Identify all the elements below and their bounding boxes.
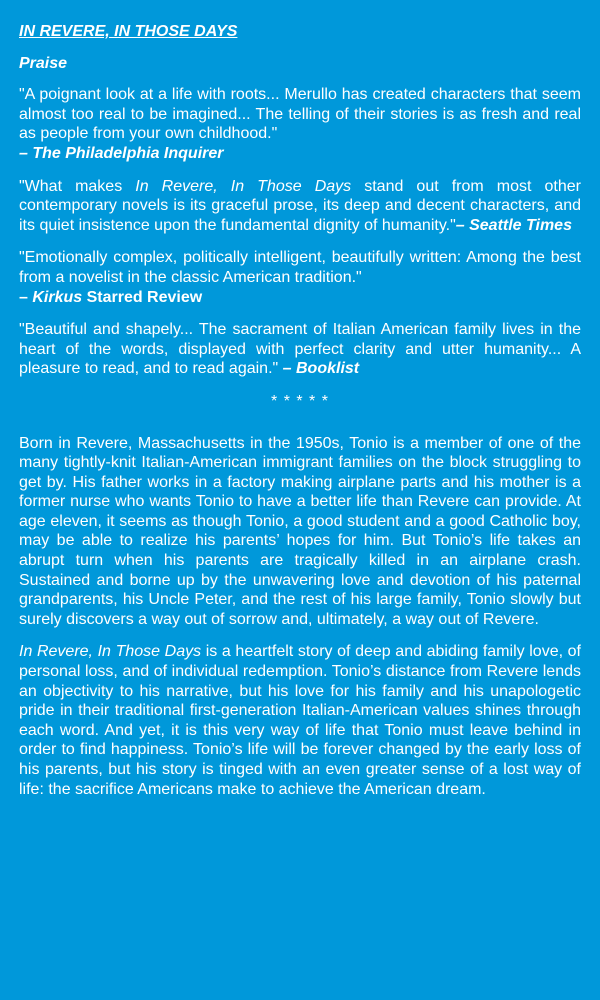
review-philadelphia-inquirer xyxy=(19,85,581,163)
review-quote-after: stand out from most other contemporary novels is its graceful prose, its deep and decent characters, and its quiet insistence upon the fundamental dignity of humanity." xyxy=(19,177,582,234)
review-source: – Booklist xyxy=(278,360,360,378)
section-separator: * * * * * xyxy=(271,392,329,410)
review-seattle-times xyxy=(19,177,581,236)
review-quote-before: "What makes xyxy=(19,177,136,195)
review-quote-title: In Revere, In Those Days xyxy=(135,177,352,195)
review-quote: "Emotionally complex, politically intelligent, beautifully written: Among the best from a novelist in the classic American tradition." xyxy=(19,249,581,286)
review-source: – The Philadelphia Inquirer xyxy=(19,144,224,162)
review-source: – Seattle Times xyxy=(455,216,572,234)
review-kirkus xyxy=(19,248,581,307)
synopsis-text: is a heartfelt story of deep and abiding family love, of personal loss, and of individual redemption. Tonio’s distance from Revere lends an objectivity to his narrative, but his love for his family and his unapologetic pride in their traditional first-generation Italian-American values shines through each word. And yet, it is this very way of life that Tonio must leave behind in order to find happiness. Tonio’s life will be forever changed by the early loss of his parents, but his story is tinged with an even greater sense of a lost way of life: the sacrifice Americans make to achieve the American dream. xyxy=(19,643,581,798)
review-source-suffix: Starred Review xyxy=(82,288,203,306)
synopsis-paragraph-2 xyxy=(19,642,581,799)
synopsis-book-title: In Revere, In Those Days xyxy=(19,643,202,661)
review-booklist xyxy=(19,320,581,379)
review-source-dash: – xyxy=(19,288,33,306)
review-quote: "Beautiful and shapely... The sacrament of Italian American family lives in the heart of the words, displayed with perfect clarity and utter humanity... A pleasure to read, and to read again." xyxy=(19,321,581,378)
review-quote: "A poignant look at a life with roots... Merullo has created characters that seem almost too real to be imagined... The telling of their stories is as fresh and real as people from your own childhood." xyxy=(19,86,581,143)
praise-heading: Praise xyxy=(19,54,68,72)
book-title: IN REVERE, IN THOSE DAYS xyxy=(19,23,238,40)
synopsis-paragraph-1: Born in Revere, Massachusetts in the 1950s, Tonio is a member of one of the many tightly-knit Italian-American immigrant families on the block struggling to get by. His father works in a factory making airplane parts and his mother is a former nurse who wants Tonio to have a better life than Revere can provide. At age eleven, it seems as though Tonio, a good student and a good Catholic boy, may be able to realize his parents’ hopes for him. But Tonio’s life takes an abrupt turn when his parents are tragically killed in an airplane crash. Sustained and borne up by the unwavering love and devotion of his paternal grandparents, his Uncle Peter, and the rest of his large family, Tonio slowly but surely discovers a way out of sorrow and, ultimately, a way out of Revere. xyxy=(19,434,581,628)
review-source-name: Kirkus xyxy=(32,288,83,306)
